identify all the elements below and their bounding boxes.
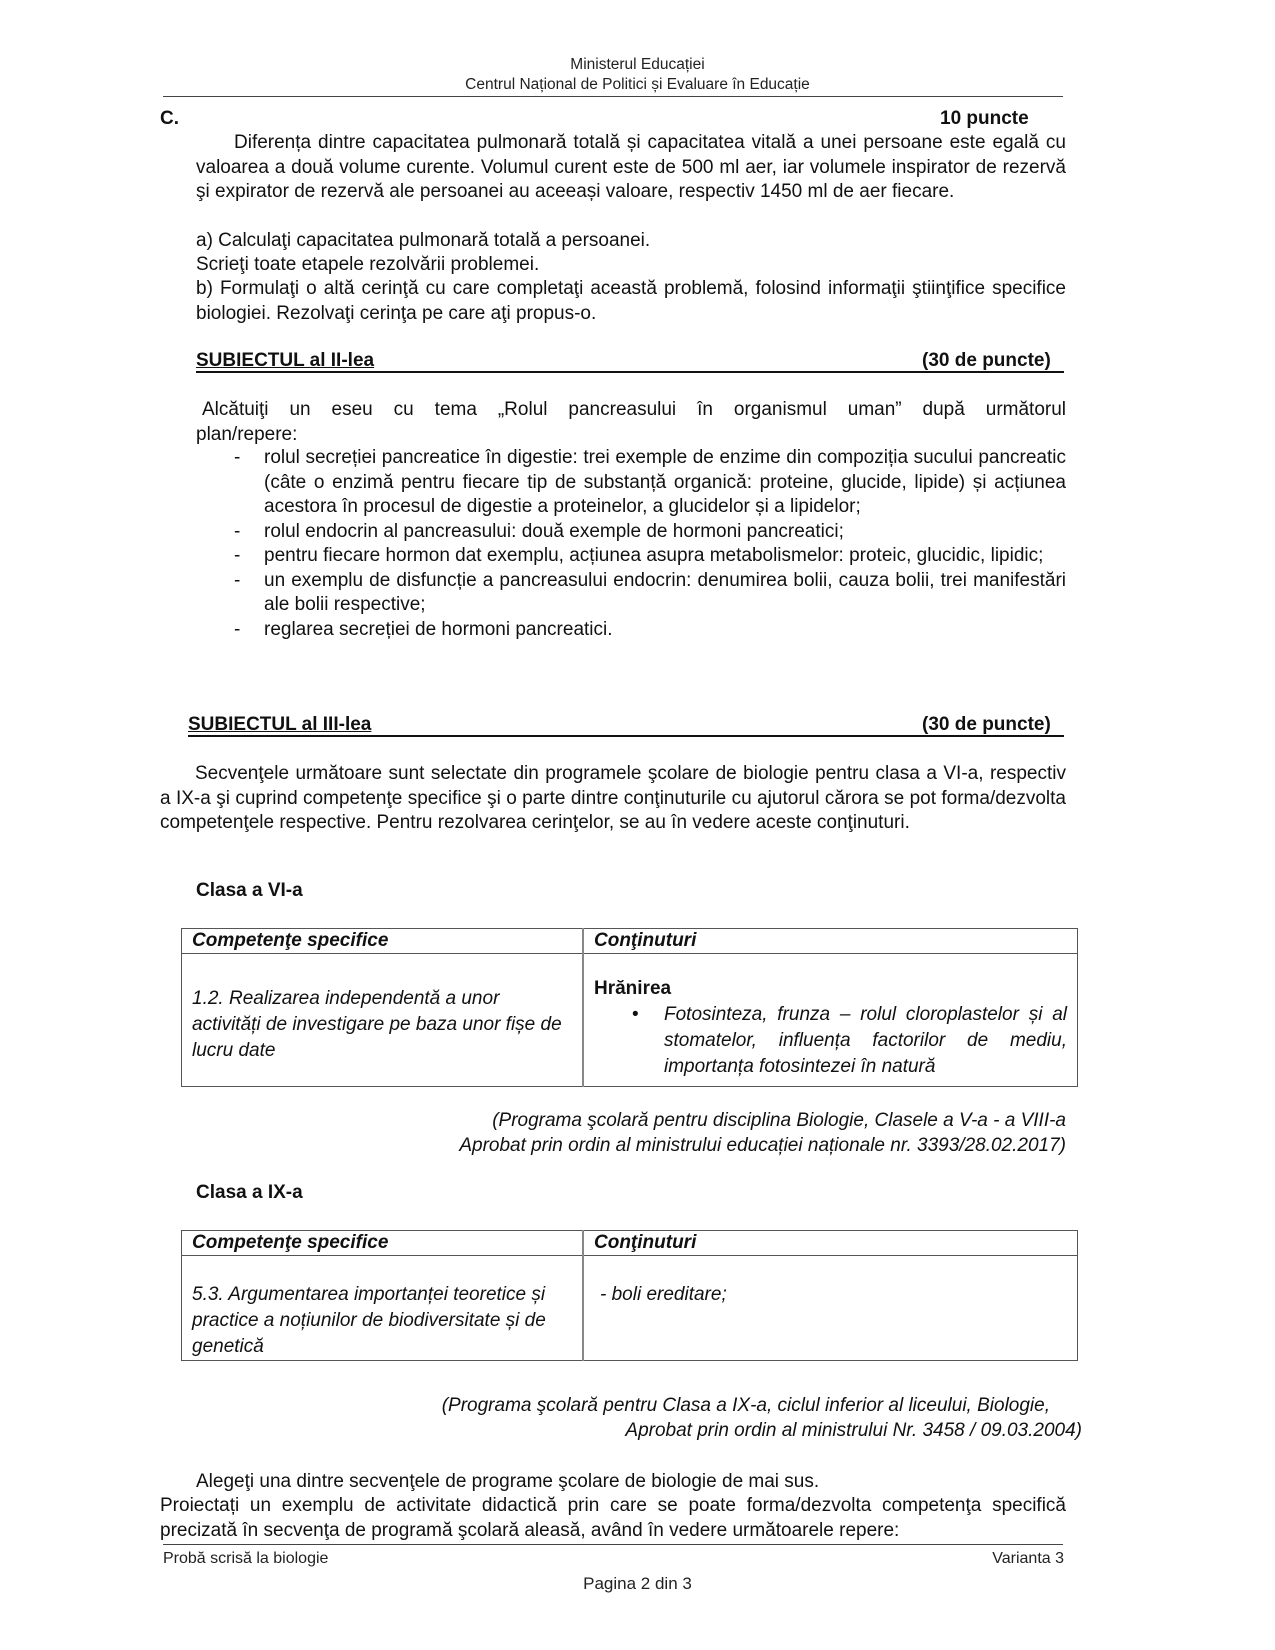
closing-instruction-2: Proiectați un exemplu de activitate didactică prin care se poate forma/dezvolta competenţa specifică precizată în secvenţa de programă şcolară aleasă, având în vedere următoarele repere: (160, 1495, 1066, 1541)
section-c-task-a: a) Calculaţi capacitatea pulmonară totală a persoanei. (196, 230, 651, 251)
dash-marker: - (234, 447, 241, 468)
class-9-heading: Clasa a IX-a (196, 1182, 303, 1203)
content-title: Hrănirea (594, 978, 672, 999)
plan-item: - reglarea secreției de hormoni pancreatici. (196, 618, 1066, 643)
col-header-contents: Conţinuturi (583, 1231, 1078, 1256)
content-cell (583, 954, 1078, 1087)
subiect-2-title: SUBIECTUL al II-lea (196, 350, 375, 371)
plan-item: - pentru fiecare hormon dat exemplu, acțiunea asupra metabolismelor: proteic, glucidic, lipidic; (196, 544, 1066, 569)
section-c-task-b: b) Formulaţi o altă cerinţă cu care completaţi această problemă, folosind informaţii ştiinţifice specifice biologiei. Rezolvaţi cerinţa pe care aţi propus-o. (196, 278, 1066, 324)
subiect-3-points: (30 de puncte) (922, 714, 1051, 735)
col-header-competences: Competenţe specifice (182, 1231, 584, 1256)
dash-marker: - (234, 618, 241, 640)
bullet-marker: • (632, 1004, 639, 1025)
table-header-row (182, 1231, 1078, 1256)
subiect-3-intro: Secvenţele următoare sunt selectate din programele şcolare de biologie pentru clasa a VI-a, respectiv a IX-a şi cuprind competenţe specifice şi o parte dintre conţinuturile cu ajutorul cărora se pot forma/dezvolta competenţele respective. Pentru rezolvarea cerinţelor, se au în vedere aceste conţinuturi. (160, 763, 1066, 833)
subiect-3-title: SUBIECTUL al III-lea (188, 714, 372, 735)
subiect-2-points: (30 de puncte) (922, 350, 1051, 371)
section-c-paragraph: Diferența dintre capacitatea pulmonară totală și capacitatea vitală a unei persoane este egală cu valoarea a două volume curente. Volumul curent este de 500 ml aer, iar volumele inspirator de rezervă şi expirator de rezervă ale persoanei au aceeași valoare, respectiv 1450 ml de aer fiecare. (196, 132, 1066, 202)
class-6-table (181, 928, 1078, 1087)
class-9-table (181, 1230, 1078, 1361)
subiect-2-intro: Alcătuiţi un eseu cu tema „Rolul pancreasului în organismul uman” după următorul plan/repere: (196, 399, 1066, 445)
section-c-task-a-note: Scrieţi toate etapele rezolvării problemei. (196, 254, 540, 275)
plan-item: - rolul secreției pancreatice în digestie: trei exemple de enzime din compoziția sucului pancreatic (câte o enzimă pentru fiecare tip de substanță organică: proteine, glucide, lipide) și acțiunea acestora în procesul de digestie a proteinelor, a glucidelor și a lipidelor; (234, 447, 1066, 517)
plan-item: - rolul endocrin al pancreasului: două exemple de hormoni pancreatici; (196, 520, 1066, 545)
competence-cell: 1.2. Realizarea independentă a unor activități de investigare pe baza unor fișe de lucru date (182, 954, 584, 1087)
content-bullet-item: • Fotosinteza, frunza – rolul cloroplastelor și al stomatelor, influența factorilor de mediu, importanța fotosintezei în natură (632, 1004, 1067, 1077)
class-6-source-line-1: (Programa şcolară pentru disciplina Biologie, Clasele a V-a - a VIII-a (492, 1110, 1066, 1131)
footer-exam-name: Probă scrisă la biologie (163, 1550, 329, 1567)
section-c-label: C. (160, 108, 179, 129)
dash-marker: - (234, 569, 241, 591)
class-9-source-line-1: (Programa şcolară pentru Clasa a IX-a, ciclul inferior al liceului, Biologie, (441, 1395, 1050, 1416)
closing-instruction-1: Alegeţi una dintre secvenţele de programe şcolare de biologie de mai sus. (196, 1471, 820, 1492)
competence-cell: 5.3. Argumentarea importanței teoretice și practice a noțiunilor de biodiversitate și de genetică (182, 1256, 584, 1361)
footer-variant: Varianta 3 (992, 1550, 1064, 1567)
content-cell: - boli ereditare; (583, 1256, 1078, 1361)
section-c-points: 10 puncte (940, 108, 1029, 129)
plan-item: - un exemplu de disfuncție a pancreasului endocrin: denumirea bolii, cauza bolii, trei manifestări ale bolii respective; (234, 569, 1066, 615)
col-header-contents: Conţinuturi (583, 929, 1078, 954)
table-row (182, 1256, 1078, 1361)
class-6-heading: Clasa a VI-a (196, 880, 303, 901)
dash-marker: - (234, 520, 241, 542)
class-6-source-line-2: Aprobat prin ordin al ministrului educației naționale nr. 3393/28.02.2017) (459, 1135, 1066, 1156)
table-header-row (182, 929, 1078, 954)
page-number: Pagina 2 din 3 (583, 1574, 692, 1593)
table-row (182, 954, 1078, 1087)
class-9-source-line-2: Aprobat prin ordin al ministrului Nr. 3458 / 09.03.2004) (625, 1420, 1082, 1441)
header-ministry: Ministerul Educației (570, 56, 705, 73)
dash-marker: - (234, 545, 241, 566)
col-header-competences: Competenţe specifice (182, 929, 584, 954)
subiect-2-plan-list (196, 446, 1066, 642)
header-divider (163, 96, 1063, 97)
footer-divider (163, 1544, 1063, 1545)
header-center: Centrul Național de Politici și Evaluare în Educație (465, 76, 810, 93)
